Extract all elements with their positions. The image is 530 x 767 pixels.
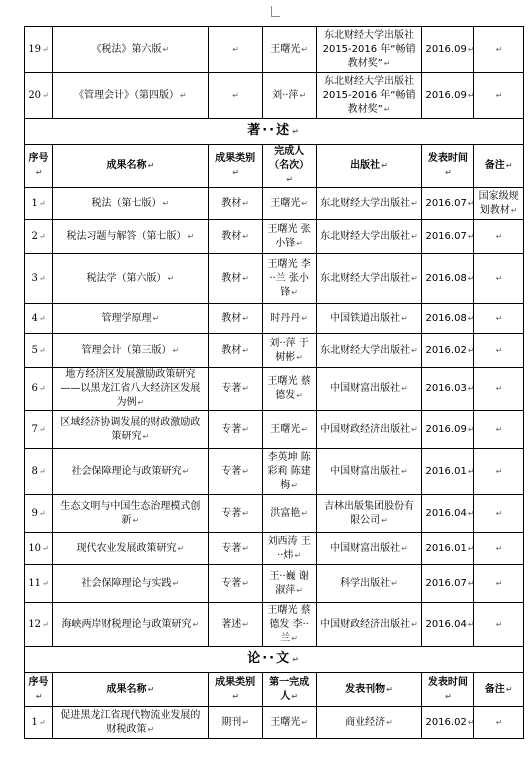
cell-text: 2016.01 <box>425 542 467 554</box>
cell-text: 管理会计（第三版） <box>81 344 172 356</box>
cell-text: 税法习题与解答（第七版） <box>66 230 187 242</box>
paragraph-mark: ↵ <box>187 231 195 241</box>
table-row <box>25 603 524 647</box>
paragraph-mark: ↵ <box>495 424 503 434</box>
paragraph-mark: ↵ <box>495 313 503 323</box>
cell-text: 海峡两岸财税理论与政策研究 <box>61 618 192 630</box>
paragraph-mark: ↵ <box>179 90 187 100</box>
cell-text: 2 <box>31 230 38 242</box>
paragraph-mark: ↵ <box>242 717 249 727</box>
cell-text: 2016.08 <box>425 312 467 324</box>
cell-text: 教材 <box>221 230 242 242</box>
cell-text: 成果类别 <box>215 153 256 164</box>
paragraph-mark: ↵ <box>296 391 303 400</box>
paragraph-mark: ↵ <box>381 161 388 170</box>
cell-text: 1 <box>31 716 38 728</box>
paragraph-mark: ↵ <box>467 619 475 629</box>
cell-text: 区域经济协调发展的财政激励政策研究 <box>60 416 201 442</box>
paragraph-mark: ↵ <box>401 543 408 553</box>
paragraph-mark: ↵ <box>182 466 190 476</box>
paragraph-mark: ↵ <box>38 424 46 434</box>
cell-text: 刘西涛 王··炜 <box>267 535 311 561</box>
paragraph-mark: ↵ <box>242 508 249 518</box>
paragraph-mark: ↵ <box>38 384 46 393</box>
cell-text: 吉林出版集团股份有限公司 <box>324 500 415 526</box>
paragraph-mark: ↵ <box>495 578 503 588</box>
cell-text: 11 <box>28 577 42 589</box>
table-row <box>25 411 524 449</box>
paragraph-mark: ↵ <box>42 543 49 553</box>
section-heading <box>25 647 524 673</box>
paragraph-mark: ↵ <box>38 508 46 518</box>
cell-text: 教材 <box>221 344 242 356</box>
cell-text: 序号 <box>28 676 49 688</box>
paragraph-mark: ↵ <box>232 691 239 701</box>
paragraph-mark: ↵ <box>292 655 301 664</box>
paragraph-mark: ↵ <box>142 431 150 441</box>
paragraph-mark: ↵ <box>242 313 249 323</box>
cell-text: 中国铁道出版社 <box>330 312 401 324</box>
paragraph-mark: ↵ <box>467 313 475 323</box>
paragraph-mark: ↵ <box>301 508 308 518</box>
paragraph-mark: ↵ <box>445 168 452 177</box>
cell-text: 税法学（第六版） <box>86 272 167 284</box>
paragraph-mark: ↵ <box>42 44 49 54</box>
cell-text: 序号 <box>28 153 49 164</box>
paragraph-mark: ↵ <box>296 352 303 362</box>
cell-text: 社会保障理论与实践 <box>81 577 172 589</box>
table-row <box>25 565 524 603</box>
paragraph-mark: ↵ <box>38 198 46 208</box>
paragraph-mark: ↵ <box>411 231 418 241</box>
paragraph-mark: ↵ <box>495 273 503 283</box>
paragraph-mark: ↵ <box>495 384 503 393</box>
cell-text: 成果类别 <box>215 676 256 688</box>
cell-text: 2016.01 <box>425 465 467 477</box>
paragraph-mark: ↵ <box>495 44 503 54</box>
cell-text: 专著 <box>221 423 242 435</box>
paragraph-mark: ↵ <box>495 231 503 241</box>
cell-text: 李英坤 陈彩莉 陈建梅 <box>267 451 311 491</box>
paragraph-mark: ↵ <box>242 384 249 393</box>
paragraph-mark: ↵ <box>286 175 293 184</box>
paragraph-mark: ↵ <box>391 578 398 588</box>
paragraph-mark: ↵ <box>383 58 391 68</box>
paragraph-mark: ↵ <box>296 238 303 248</box>
paragraph-mark: ↵ <box>467 508 475 518</box>
paragraph-mark: ↵ <box>42 578 49 588</box>
cell-text: 刘··萍 <box>272 89 299 101</box>
cell-text: 商业经济 <box>345 716 386 728</box>
paragraph-mark: ↵ <box>172 578 180 588</box>
cell-text: 现代农业发展政策研究 <box>76 542 177 554</box>
cell-text: 中国财政经济出版社 <box>320 423 411 435</box>
cell-text: 20 <box>28 89 42 101</box>
cell-text: 王曙光 <box>270 423 301 435</box>
cell-text: 王曙光 <box>270 716 301 728</box>
paragraph-mark: ↵ <box>383 104 391 114</box>
cell-text: 王··巍 谢淑萍 <box>269 570 309 596</box>
paragraph-mark: ↵ <box>38 273 46 283</box>
cell-text: 时丹丹 <box>270 312 301 324</box>
table-row <box>25 220 524 254</box>
paragraph-mark: ↵ <box>467 717 475 727</box>
page-corner-mark <box>271 6 280 17</box>
cell-text: 中国财政经济出版社 <box>320 618 411 630</box>
table-row <box>25 368 524 411</box>
paragraph-mark: ↵ <box>242 619 249 629</box>
paragraph-mark: ↵ <box>301 313 308 323</box>
paragraph-mark: ↵ <box>162 198 170 208</box>
cell-text: 东北财经大学出版社 <box>320 197 411 209</box>
cell-text: 中国财富出版社 <box>330 383 401 394</box>
paragraph-mark: ↵ <box>411 198 418 208</box>
paragraph-mark: ↵ <box>467 231 475 241</box>
cell-text: 专著 <box>221 465 242 477</box>
paragraph-mark: ↵ <box>35 691 43 701</box>
paragraph-mark: ↵ <box>162 44 170 54</box>
cell-text: 10 <box>28 542 42 554</box>
paragraph-mark: ↵ <box>386 717 393 727</box>
paragraph-mark: ↵ <box>495 90 503 100</box>
paragraph-mark: ↵ <box>38 313 46 323</box>
paragraph-mark: ↵ <box>147 161 155 170</box>
cell-text: 发表刊物 <box>345 683 386 695</box>
paragraph-mark: ↵ <box>495 345 503 355</box>
cell-text: 4 <box>31 312 38 324</box>
cell-text: 2016.07 <box>425 230 467 242</box>
cell-text: 生态文明与中国生态治理模式创新 <box>60 500 201 526</box>
cell-text: 8 <box>31 465 38 477</box>
paragraph-mark: ↵ <box>242 466 249 476</box>
table-row <box>25 73 524 119</box>
cell-text: 2016.02 <box>425 344 467 356</box>
cell-text: 税法（第七版） <box>91 197 162 209</box>
cell-text: 社会保障理论与政策研究 <box>71 465 182 477</box>
paragraph-mark: ↵ <box>301 717 308 727</box>
paragraph-mark: ↵ <box>411 273 418 283</box>
paragraph-mark: ↵ <box>495 543 503 553</box>
paragraph-mark: ↵ <box>467 345 475 355</box>
cell-text: 专著 <box>221 383 242 394</box>
paragraph-mark: ↵ <box>38 717 46 727</box>
paragraph-mark: ↵ <box>467 44 475 54</box>
paragraph-mark: ↵ <box>445 691 452 701</box>
cell-text: 刘··萍 于树彬 <box>269 337 309 363</box>
cell-text: 专著 <box>221 577 242 589</box>
achievements-table <box>24 26 524 739</box>
paragraph-mark: ↵ <box>38 231 46 241</box>
cell-text: 2016.08 <box>425 272 467 284</box>
paragraph-mark: ↵ <box>242 345 249 355</box>
paragraph-mark: ↵ <box>147 684 155 694</box>
cell-text: 王曙光 蔡德发 李··兰 <box>267 604 311 644</box>
paragraph-mark: ↵ <box>42 90 49 100</box>
cell-text: 成果名称 <box>106 683 147 695</box>
paragraph-mark: ↵ <box>42 619 49 629</box>
table-row <box>25 495 524 533</box>
paragraph-mark: ↵ <box>291 287 298 297</box>
cell-text: 2016.07 <box>425 197 467 209</box>
table-header-row <box>25 673 524 707</box>
cell-text: 王曙光 蔡德发 <box>267 376 311 401</box>
paragraph-mark: ↵ <box>147 724 155 734</box>
cell-text: 6 <box>31 383 38 394</box>
cell-text: 第一完成人 <box>269 676 310 702</box>
cell-text: 中国财富出版社 <box>330 465 401 477</box>
table-header-row <box>25 145 524 188</box>
cell-text: 国家级规划教材 <box>478 190 519 216</box>
cell-text: 论··文 <box>247 651 292 666</box>
paragraph-mark: ↵ <box>177 543 185 553</box>
cell-text: 王曙光 <box>270 197 301 209</box>
cell-text: 2016.09 <box>425 89 467 101</box>
paragraph-mark: ↵ <box>467 578 475 588</box>
cell-text: 王曙光 张小锋 <box>267 223 311 249</box>
paragraph-mark: ↵ <box>411 424 418 434</box>
paragraph-mark: ↵ <box>242 578 249 588</box>
paragraph-mark: ↵ <box>381 515 388 525</box>
paragraph-mark: ↵ <box>167 273 175 283</box>
paragraph-mark: ↵ <box>401 466 408 476</box>
cell-text: 1 <box>31 197 38 209</box>
paragraph-mark: ↵ <box>467 90 475 100</box>
paragraph-mark: ↵ <box>411 345 418 355</box>
paragraph-mark: ↵ <box>495 717 503 727</box>
cell-text: 著··述 <box>247 123 292 138</box>
paragraph-mark: ↵ <box>291 691 298 701</box>
table-row <box>25 707 524 739</box>
cell-text: 东北财经大学出版社 2015-2016 年“畅销教材奖” <box>322 29 416 69</box>
table-row <box>25 27 524 73</box>
paragraph-mark: ↵ <box>510 205 518 215</box>
cell-text: 教材 <box>221 312 242 324</box>
cell-text: 期刊 <box>221 716 242 728</box>
paragraph-mark: ↵ <box>301 44 308 54</box>
paragraph-mark: ↵ <box>505 161 513 170</box>
cell-text: 《税法》第六版 <box>91 43 162 55</box>
paragraph-mark: ↵ <box>401 313 408 323</box>
cell-text: 9 <box>31 507 38 519</box>
paragraph-mark: ↵ <box>301 198 308 208</box>
paragraph-mark: ↵ <box>495 466 503 476</box>
paragraph-mark: ↵ <box>172 345 180 355</box>
table-row <box>25 188 524 220</box>
paragraph-mark: ↵ <box>232 44 239 54</box>
paragraph-mark: ↵ <box>495 619 503 629</box>
cell-text: 东北财经大学出版社 <box>320 272 411 284</box>
cell-text: 备注 <box>484 683 505 695</box>
cell-text: 3 <box>31 272 38 284</box>
cell-text: 东北财经大学出版社 <box>320 230 411 242</box>
paragraph-mark: ↵ <box>242 424 249 434</box>
paragraph-mark: ↵ <box>152 313 160 323</box>
cell-text: 教材 <box>221 197 242 209</box>
paragraph-mark: ↵ <box>291 633 298 643</box>
cell-text: 成果名称 <box>106 160 147 171</box>
cell-text: 2016.07 <box>425 577 467 589</box>
cell-text: 管理学原理 <box>101 312 152 324</box>
cell-text: 促进黑龙江省现代物流业发展的财税政策 <box>60 709 201 735</box>
paragraph-mark: ↵ <box>38 466 46 476</box>
paragraph-mark: ↵ <box>132 515 140 525</box>
cell-text: 专著 <box>221 507 242 519</box>
cell-text: 洪富艳 <box>270 507 301 519</box>
cell-text: 12 <box>28 618 42 630</box>
cell-text: 7 <box>31 423 38 435</box>
paragraph-mark: ↵ <box>38 345 46 355</box>
paragraph-mark: ↵ <box>467 543 475 553</box>
cell-text: 王曙光 <box>270 43 301 55</box>
cell-text: 19 <box>28 43 42 55</box>
cell-text: 2016.09 <box>425 423 467 435</box>
cell-text: 2016.04 <box>425 507 467 519</box>
cell-text: 发表时间 <box>427 153 468 164</box>
cell-text: 科学出版社 <box>340 577 391 589</box>
cell-text: 出版社 <box>350 160 381 171</box>
cell-text: 2016.02 <box>425 716 467 728</box>
cell-text: 完成人（名次） <box>269 146 310 171</box>
table-row <box>25 449 524 495</box>
cell-text: 东北财经大学出版社 2015-2016 年“畅销教材奖” <box>322 75 416 115</box>
cell-text: 2016.09 <box>425 43 467 55</box>
cell-text: 2016.04 <box>425 618 467 630</box>
paragraph-mark: ↵ <box>232 90 239 100</box>
table-row <box>25 304 524 334</box>
paragraph-mark: ↵ <box>401 384 408 393</box>
paragraph-mark: ↵ <box>301 424 308 434</box>
paragraph-mark: ↵ <box>232 168 239 177</box>
cell-text: 2016.03 <box>425 383 467 394</box>
table-row <box>25 533 524 565</box>
paragraph-mark: ↵ <box>137 398 145 407</box>
paragraph-mark: ↵ <box>296 585 303 595</box>
paragraph-mark: ↵ <box>467 466 475 476</box>
cell-text: 5 <box>31 344 38 356</box>
paragraph-mark: ↵ <box>242 543 249 553</box>
paragraph-mark: ↵ <box>467 384 475 393</box>
cell-text: 教材 <box>221 272 242 284</box>
paragraph-mark: ↵ <box>386 684 393 694</box>
cell-text: 地方经济区发展激励政策研究——以黑龙江省八大经济区发展为例 <box>60 369 201 408</box>
paragraph-mark: ↵ <box>242 231 249 241</box>
cell-text: 王曙光 李··兰 张小锋 <box>267 258 311 298</box>
paragraph-mark: ↵ <box>467 424 475 434</box>
paragraph-mark: ↵ <box>495 508 503 518</box>
table-row <box>25 334 524 368</box>
cell-text: 中国财富出版社 <box>330 542 401 554</box>
paragraph-mark: ↵ <box>292 127 301 136</box>
cell-text: 发表时间 <box>427 676 468 688</box>
paragraph-mark: ↵ <box>299 90 307 100</box>
paragraph-mark: ↵ <box>35 168 43 177</box>
cell-text: 备注 <box>484 160 505 171</box>
cell-text: 著述 <box>221 618 242 630</box>
table-row <box>25 254 524 304</box>
paragraph-mark: ↵ <box>411 619 418 629</box>
paragraph-mark: ↵ <box>291 480 298 490</box>
paragraph-mark: ↵ <box>242 273 249 283</box>
section-heading <box>25 119 524 145</box>
paragraph-mark: ↵ <box>192 619 200 629</box>
paragraph-mark: ↵ <box>294 550 302 560</box>
cell-text: 专著 <box>221 542 242 554</box>
paragraph-mark: ↵ <box>467 273 475 283</box>
cell-text: 《管理会计》（第四版） <box>73 89 179 101</box>
paragraph-mark: ↵ <box>505 684 513 694</box>
cell-text: 东北财经大学出版社 <box>320 344 411 356</box>
paragraph-mark: ↵ <box>467 198 475 208</box>
paragraph-mark: ↵ <box>242 198 249 208</box>
